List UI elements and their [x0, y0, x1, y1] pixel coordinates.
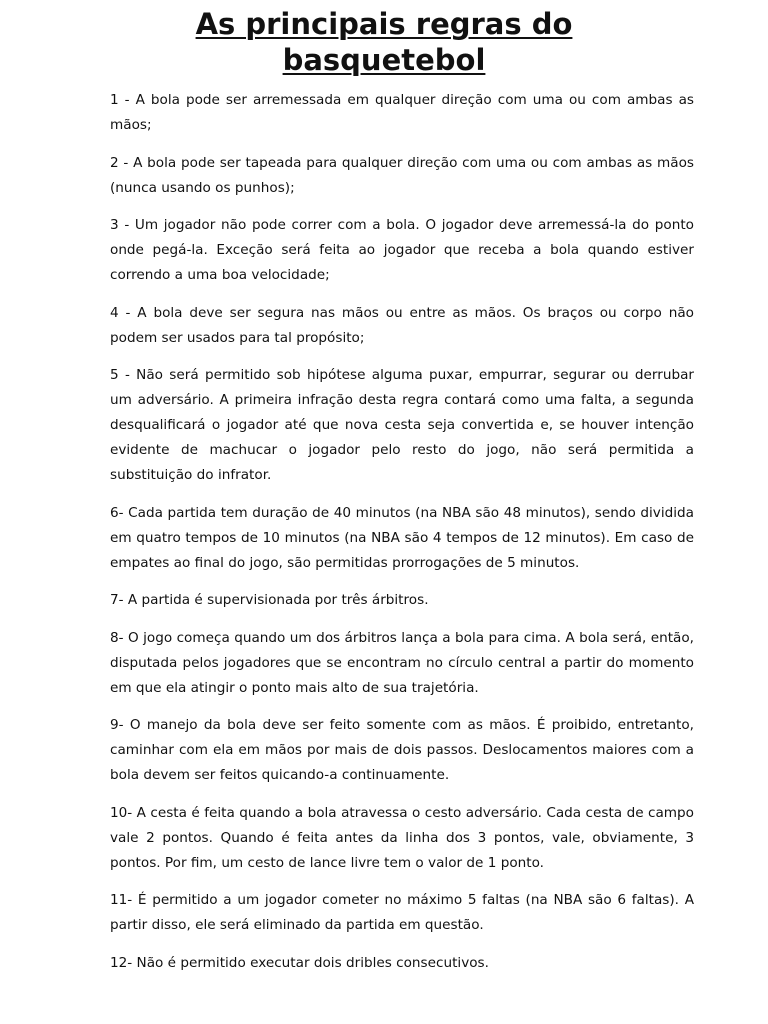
rule-paragraph-11: 11- É permitido a um jogador cometer no máximo 5 faltas (na NBA são 6 faltas). A partir disso, ele será eliminado da partida em questão.: [110, 892, 694, 933]
rule-paragraph-6: 6- Cada partida tem duração de 40 minutos (na NBA são 48 minutos), sendo dividida em quatro tempos de 10 minutos (na NBA são 4 tempos de 12 minutos). Em caso de empates ao final do jogo, são permitidas prorrogações de 5 minutos.: [110, 504, 694, 571]
rule-paragraph-10: 10- A cesta é feita quando a bola atravessa o cesto adversário. Cada cesta de campo vale 2 pontos. Quando é feita antes da linha dos 3 pontos, vale, obviamente, 3 pontos. Por fim, um cesto de lance livre tem o valor de 1 ponto.: [110, 804, 694, 871]
rule-paragraph-7: 7- A partida é supervisionada por três árbitros.: [110, 592, 429, 608]
rule-paragraph-12: 12- Não é permitido executar dois dribles consecutivos.: [110, 954, 489, 971]
rule-paragraph-8: 8- O jogo começa quando um dos árbitros lança a bola para cima. A bola será, então, disputada pelos jogadores que se encontram no círculo central a partir do momento em que ela atingir o ponto mais alto de sua trajetória.: [110, 629, 694, 696]
rule-paragraph-4: 4 - A bola deve ser segura nas mãos ou entre as mãos. Os braços ou corpo não podem ser usados para tal propósito;: [110, 304, 694, 346]
rule-paragraph-3: 3 - Um jogador não pode correr com a bola. O jogador deve arremessá-la do ponto onde pegá-la. Exceção será feita ao jogador que receba a bola quando estiver correndo a uma boa velocidade;: [110, 217, 694, 283]
rule-paragraph-9: 9- O manejo da bola deve ser feito somente com as mãos. É proibido, entretanto, caminhar com ela em mãos por mais de dois passos. Deslocamentos maiores com a bola devem ser feitos quicando-a continuamente.: [110, 717, 694, 783]
title-line-2: basquetebol: [282, 43, 486, 77]
rule-paragraph-2: 2 - A bola pode ser tapeada para qualquer direção com uma ou com ambas as mãos (nunca usando os punhos);: [110, 154, 694, 196]
title-line-1: As principais regras do: [195, 7, 573, 41]
rule-paragraph-5: 5 - Não será permitido sob hipótese alguma puxar, empurrar, segurar ou derrubar um adversário. A primeira infração desta regra contará como uma falta, a segunda desqualificará o jogador até que nova cesta seja convertida e, se houver intenção evidente de machucar o jogador pelo resto do jogo, não será permitida a substituição do infrator.: [110, 367, 694, 483]
rule-paragraph-1: 1 - A bola pode ser arremessada em qualquer direção com uma ou com ambas as mãos;: [110, 92, 694, 133]
document-title: [0, 6, 768, 78]
rules-list: [110, 88, 694, 988]
